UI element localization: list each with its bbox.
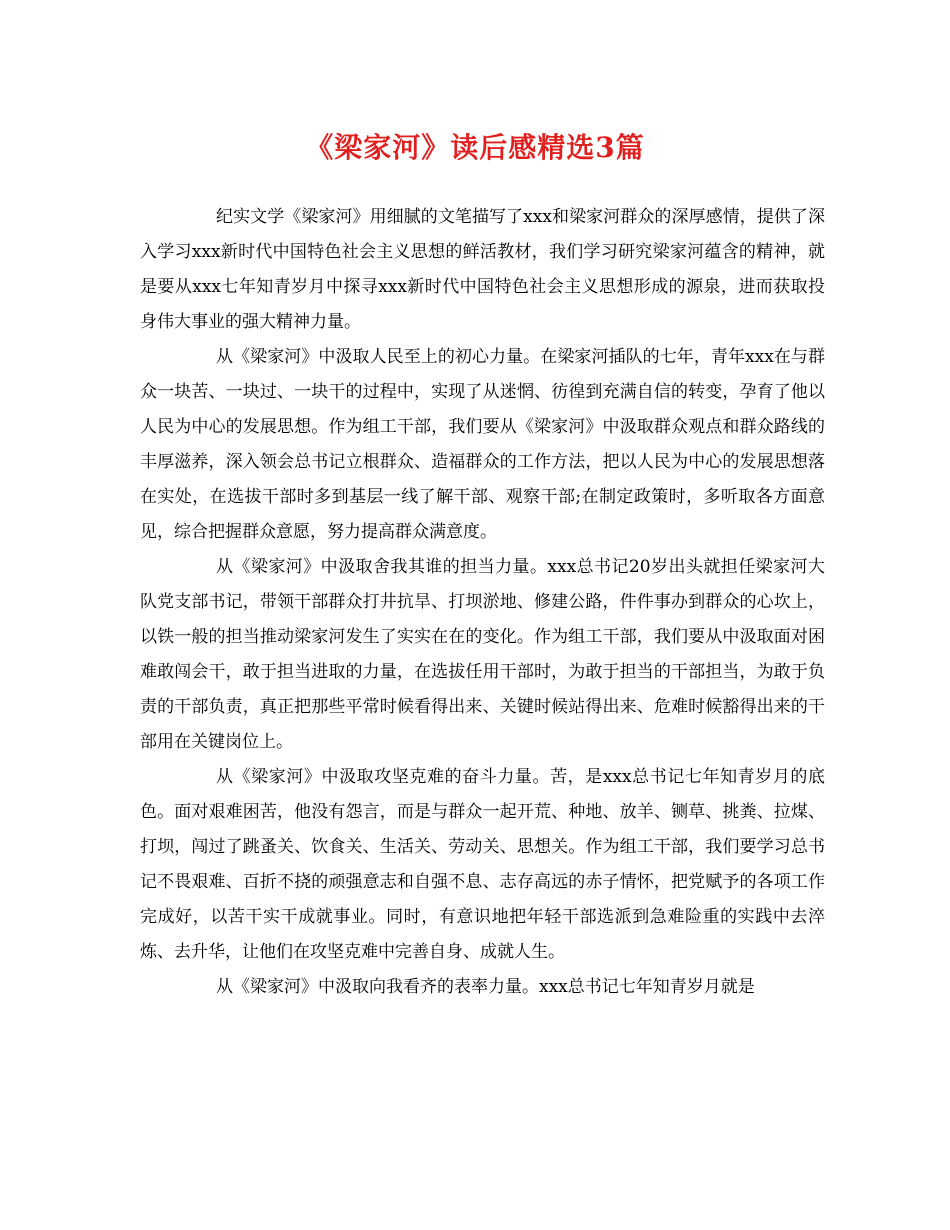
paragraph: 从《梁家河》中汲取人民至上的初心力量。在梁家河插队的七年，青年xxx在与群众一块苦、一块过、一块干的过程中，实现了从迷惘、彷徨到充满自信的转变，孕育了他以人民为中心的发展思想。作为组工干部，我们要从《梁家河》中汲取群众观点和群众路线的丰厚滋养，深入领会总书记立根群众、造福群众的工作方法，把以人民为中心的发展思想落在实处，在选拔干部时多到基层一线了解干部、观察干部;在制定政策时，多听取各方面意见，综合把握群众意愿，努力提高群众满意度。 <box>140 347 825 542</box>
paragraph: 从《梁家河》中汲取向我看齐的表率力量。xxx总书记七年知青岁月就是 <box>216 977 755 997</box>
document-body <box>140 200 825 1005</box>
paragraph: 从《梁家河》中汲取攻坚克难的奋斗力量。苦，是xxx总书记七年知青岁月的底色。面对艰难困苦，他没有怨言，而是与群众一起开荒、种地、放羊、铡草、挑粪、拉煤、打坝，闯过了跳蚤关、饮食关、生活关、劳动关、思想关。作为组工干部，我们要学习总书记不畏艰难、百折不挠的顽强意志和自强不息、志存高远的赤子情怀，把党赋予的各项工作完成好，以苦干实干成就事业。同时，有意识地把年轻干部选派到急难险重的实践中去淬炼、去升华，让他们在攻坚克难中完善自身、成就人生。 <box>140 767 825 962</box>
paragraph: 纪实文学《梁家河》用细腻的文笔描写了xxx和梁家河群众的深厚感情，提供了深入学习xxx新时代中国特色社会主义思想的鲜活教材，我们学习研究梁家河蕴含的精神，就是要从xxx七年知青岁月中探寻xxx新时代中国特色社会主义思想形成的源泉，进而获取投身伟大事业的强大精神力量。 <box>140 207 825 332</box>
document-title: 《梁家河》读后感精选3篇 <box>305 131 645 164</box>
paragraph: 从《梁家河》中汲取舍我其谁的担当力量。xxx总书记20岁出头就担任梁家河大队党支部书记，带领干部群众打井抗旱、打坝淤地、修建公路，件件事办到群众的心坎上，以铁一般的担当推动梁家河发生了实实在在的变化。作为组工干部，我们要从中汲取面对困难敢闯会干，敢于担当进取的力量，在选拔任用干部时，为敢于担当的干部担当，为敢于负责的干部负责，真正把那些平常时候看得出来、关键时候站得出来、危难时候豁得出来的干部用在关键岗位上。 <box>140 557 825 752</box>
